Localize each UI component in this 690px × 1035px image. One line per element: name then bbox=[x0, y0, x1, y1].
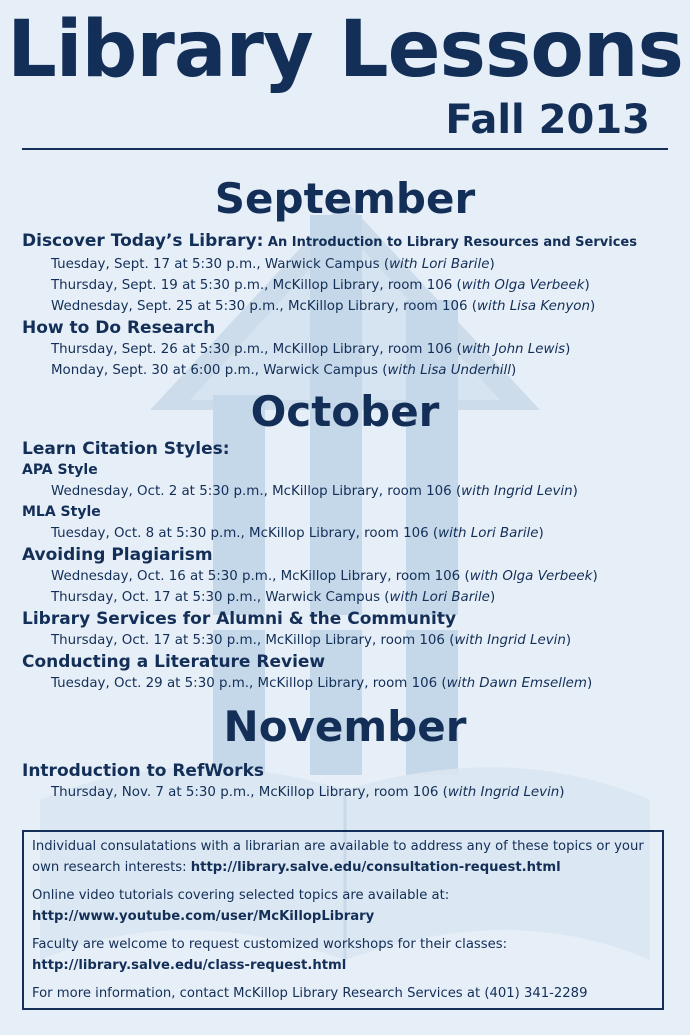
session-item: Wednesday, Oct. 2 at 5:30 p.m., McKillop Library, room 106 (with Ingrid Levin) bbox=[51, 484, 578, 499]
session-item: Thursday, Oct. 17 at 5:30 p.m., Warwick Campus (with Lori Barile) bbox=[51, 590, 496, 605]
session-item: Tuesday, Oct. 29 at 5:30 p.m., McKillop Library, room 106 (with Dawn Emsellem) bbox=[51, 676, 593, 691]
session-item: Monday, Sept. 30 at 6:00 p.m., Warwick Campus (with Lisa Underhill) bbox=[51, 363, 517, 378]
session-item: Wednesday, Sept. 25 at 5:30 p.m., McKillop Library, room 106 (with Lisa Kenyon) bbox=[51, 299, 596, 314]
consultation-link[interactable]: http://library.salve.edu/consultation-request.html bbox=[190, 860, 561, 875]
contact-info: For more information, contact McKillop Library Research Services at (401) 341-2289 bbox=[32, 986, 588, 1001]
topic-refworks: Introduction to RefWorks bbox=[22, 761, 264, 781]
faculty-info: Faculty are welcome to request customized workshops for their classes: http://library.salve.edu/class-request.html bbox=[32, 937, 508, 973]
session-item: Tuesday, Oct. 8 at 5:30 p.m., McKillop Library, room 106 (with Lori Barile) bbox=[51, 526, 544, 541]
title-divider bbox=[22, 148, 668, 150]
poster-title: Library Lessons bbox=[7, 5, 683, 95]
topic-alumni: Library Services for Alumni & the Community bbox=[22, 609, 457, 629]
month-heading-november: November bbox=[223, 702, 467, 751]
topic-litreview: Conducting a Literature Review bbox=[22, 652, 326, 672]
topic-research: How to Do Research bbox=[22, 318, 216, 338]
topic-citation: Learn Citation Styles: bbox=[22, 439, 230, 459]
session-item: Tuesday, Sept. 17 at 5:30 p.m., Warwick Campus (with Lori Barile) bbox=[51, 257, 495, 272]
video-info: Online video tutorials covering selected topics are available at: http://www.youtube.com/user/McKillopLibrary bbox=[32, 888, 450, 924]
consultation-info: Individual consulatations with a librarian are available to address any of these topics or your own research interests: http://library.salve.edu/consultation-request.html bbox=[32, 839, 644, 875]
november-events bbox=[22, 760, 680, 803]
session-item: Thursday, Oct. 17 at 5:30 p.m., McKillop Library, room 106 (with Ingrid Levin) bbox=[51, 633, 572, 648]
poster-subtitle: Fall 2013 bbox=[445, 97, 650, 143]
topic-subtitle: An Introduction to Library Resources and Services bbox=[263, 235, 637, 250]
youtube-link[interactable]: http://www.youtube.com/user/McKillopLibrary bbox=[32, 909, 375, 924]
topic-discover bbox=[22, 230, 680, 254]
apa-style-label: APA Style bbox=[22, 462, 98, 478]
september-events bbox=[22, 230, 680, 381]
session-item: Thursday, Sept. 26 at 5:30 p.m., McKillop Library, room 106 (with John Lewis) bbox=[51, 342, 571, 357]
october-events bbox=[22, 438, 680, 694]
session-item: Thursday, Nov. 7 at 5:30 p.m., McKillop Library, room 106 (with Ingrid Levin) bbox=[51, 785, 565, 800]
topic-title: Discover Today’s Library: bbox=[22, 231, 264, 251]
month-heading-september: September bbox=[214, 174, 476, 223]
info-box bbox=[22, 830, 664, 1010]
month-heading-october: October bbox=[250, 387, 440, 436]
class-request-link[interactable]: http://library.salve.edu/class-request.html bbox=[32, 958, 347, 973]
session-item: Wednesday, Oct. 16 at 5:30 p.m., McKillop Library, room 106 (with Olga Verbeek) bbox=[51, 569, 598, 584]
topic-plagiarism: Avoiding Plagiarism bbox=[22, 545, 213, 565]
mla-style-label: MLA Style bbox=[22, 504, 101, 520]
session-item: Thursday, Sept. 19 at 5:30 p.m., McKillop Library, room 106 (with Olga Verbeek) bbox=[51, 278, 590, 293]
